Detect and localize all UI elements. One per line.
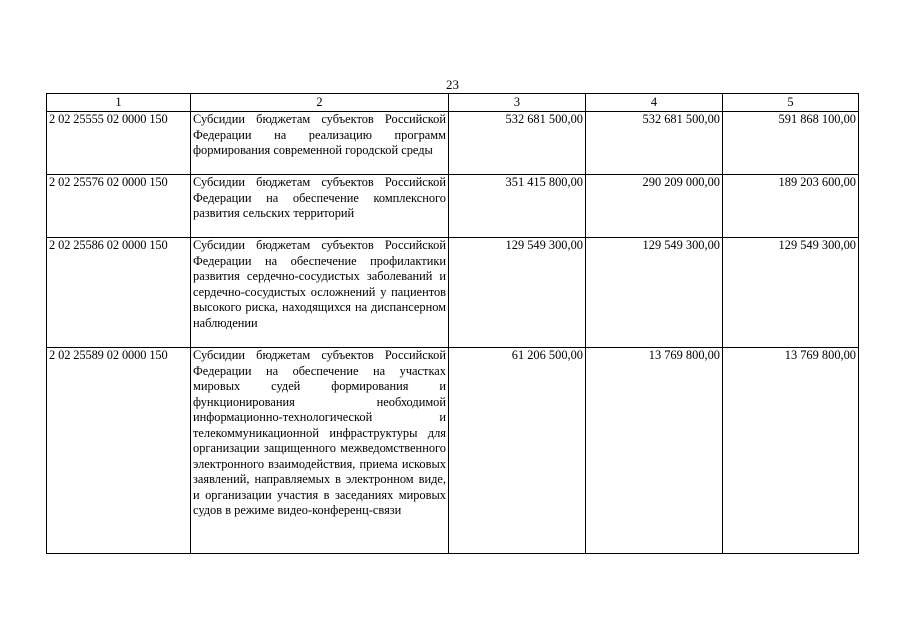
amount-cell-col4: 290 209 000,00 xyxy=(586,175,723,238)
table-row xyxy=(47,348,859,554)
amount-cell-col3: 61 206 500,00 xyxy=(449,348,586,554)
column-header-4: 4 xyxy=(586,94,723,112)
table-header-row xyxy=(47,94,859,112)
column-header-3: 3 xyxy=(449,94,586,112)
table-row xyxy=(47,112,859,175)
amount-cell-col5: 13 769 800,00 xyxy=(723,348,859,554)
table-row xyxy=(47,238,859,348)
column-header-2: 2 xyxy=(191,94,449,112)
table-row xyxy=(47,175,859,238)
description-cell: Субсидии бюджетам субъектов Российской Федерации на реализацию программ формирования современной городской среды xyxy=(191,112,449,175)
column-header-1: 1 xyxy=(47,94,191,112)
amount-cell-col4: 532 681 500,00 xyxy=(586,112,723,175)
description-cell: Субсидии бюджетам субъектов Российской Федерации на обеспечение комплексного развития сельских территорий xyxy=(191,175,449,238)
budget-code-cell: 2 02 25555 02 0000 150 xyxy=(47,112,191,175)
budget-table xyxy=(46,93,859,554)
description-cell: Субсидии бюджетам субъектов Российской Федерации на обеспечение на участках мировых судей формирования и функционирования необходимой информационно-технологической и телекоммуникационной инфраструктуры для организации защищенного межведомственного электронного взаимодействия, приема исковых заявлений, направляемых в электронном виде, и организации участия в заседаниях мировых судов в режиме видео-конференц-связи xyxy=(191,348,449,554)
column-header-5: 5 xyxy=(723,94,859,112)
amount-cell-col5: 591 868 100,00 xyxy=(723,112,859,175)
budget-code-cell: 2 02 25576 02 0000 150 xyxy=(47,175,191,238)
description-cell: Субсидии бюджетам субъектов Российской Федерации на обеспечение профилактики развития сердечно-сосудистых заболеваний и сердечно-сосудистых осложнений у пациентов высокого риска, находящихся на диспансерном наблюдении xyxy=(191,238,449,348)
amount-cell-col5: 129 549 300,00 xyxy=(723,238,859,348)
page-number: 23 xyxy=(446,77,459,92)
amount-cell-col3: 532 681 500,00 xyxy=(449,112,586,175)
budget-code-cell: 2 02 25589 02 0000 150 xyxy=(47,348,191,554)
budget-code-cell: 2 02 25586 02 0000 150 xyxy=(47,238,191,348)
amount-cell-col3: 129 549 300,00 xyxy=(449,238,586,348)
amount-cell-col4: 129 549 300,00 xyxy=(586,238,723,348)
amount-cell-col3: 351 415 800,00 xyxy=(449,175,586,238)
amount-cell-col4: 13 769 800,00 xyxy=(586,348,723,554)
amount-cell-col5: 189 203 600,00 xyxy=(723,175,859,238)
